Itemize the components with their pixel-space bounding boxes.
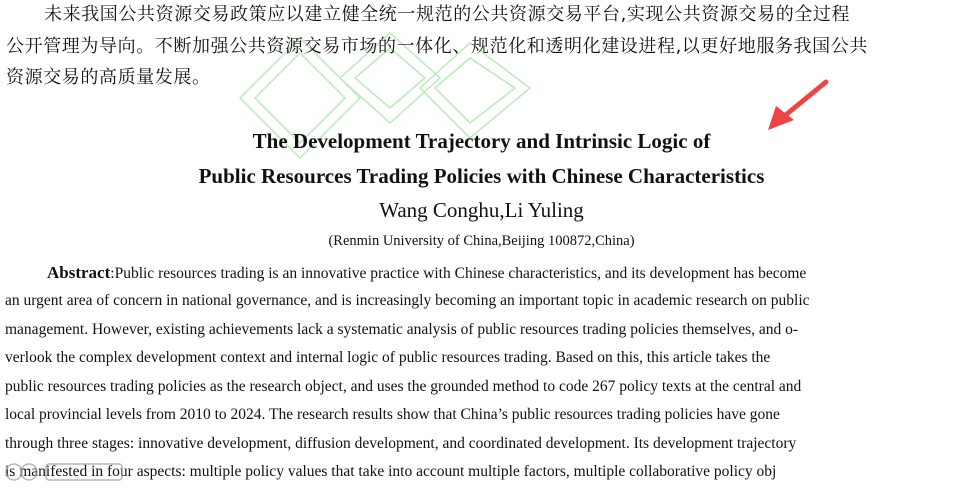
intro-line: 资源交易的高质量发展。: [6, 67, 211, 88]
intro-line: 公开管理为导向。不断加强公共资源交易市场的一体化、规范化和透明化建设进程,以更好地服务我国公共: [6, 36, 868, 57]
abstract-line: verlook the complex development context and internal logic of public resources trading. Based on this, this article takes the: [5, 349, 771, 366]
abstract-separator: :: [110, 265, 115, 282]
abstract-line: is manifested in four aspects: multiple policy values that take into account multiple factors, multiple collaborative policy obj: [5, 463, 777, 480]
abstract-line: local provincial levels from 2010 to 2024. The research results show that China’s public resources trading policies have gone: [5, 406, 780, 423]
abstract-line: an urgent area of concern in national governance, and is increasingly becoming an important topic in academic research on public: [5, 292, 810, 309]
abstract-label: Abstract: [47, 263, 111, 282]
abstract-line: [47, 263, 806, 284]
paper-authors: Wang Conghu,Li Yuling: [379, 198, 584, 222]
abstract-line: through three stages: innovative development, diffusion development, and coordinated development. Its development trajectory: [5, 435, 797, 452]
site-logo-icon: [2, 458, 130, 486]
abstract-text: Public resources trading is an innovative practice with Chinese characteristics, and its development has become: [114, 265, 807, 282]
intro-line: 未来我国公共资源交易政策应以建立健全统一规范的公共资源交易平台,实现公共资源交易的全过程: [44, 4, 851, 25]
paper-title-line: The Development Trajectory and Intrinsic Logic of: [252, 129, 711, 153]
paper-title-line: Public Resources Trading Policies with Chinese Characteristics: [198, 164, 765, 188]
paper-affiliation: (Renmin University of China,Beijing 100872,China): [328, 233, 635, 249]
abstract-line: public resources trading policies as the research object, and uses the grounded method to code 267 policy texts at the central and: [5, 378, 802, 395]
abstract-line: management. However, existing achievements lack a systematic analysis of public resources trading policies themselves, and o-: [5, 321, 799, 338]
